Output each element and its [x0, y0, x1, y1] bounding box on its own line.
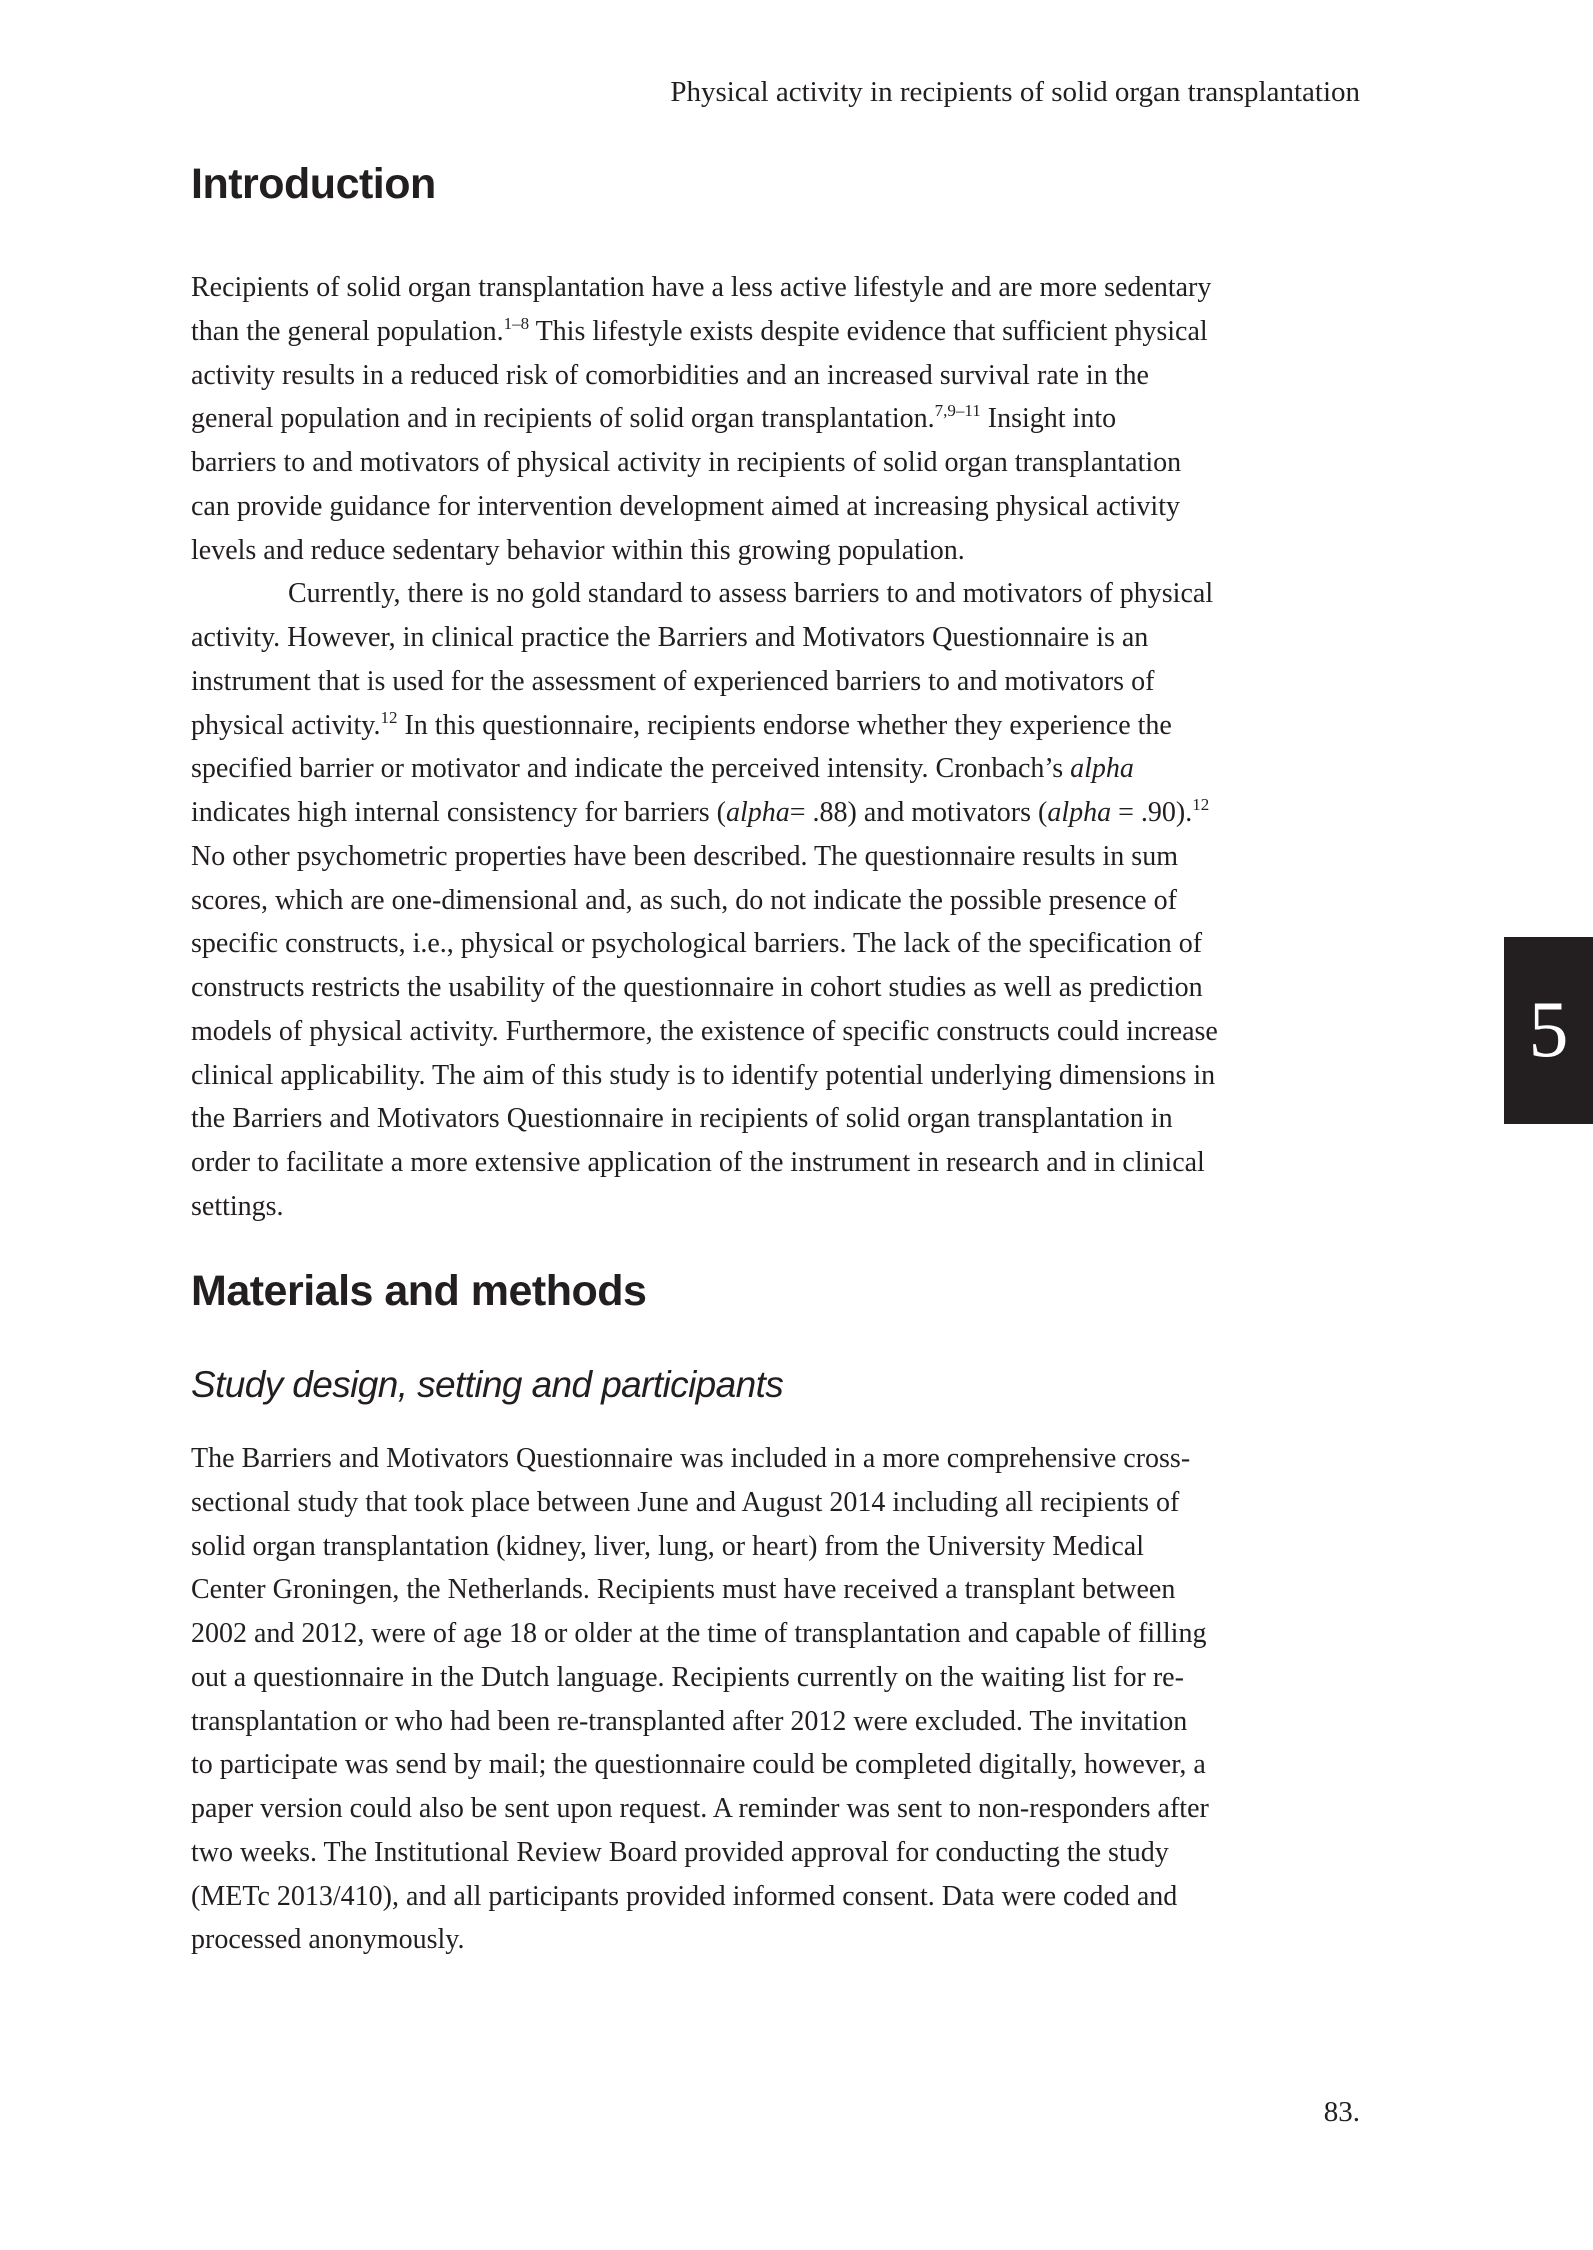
text-line [191, 1141, 1391, 1185]
text-span: specific constructs, i.e., physical or psychological barriers. The lack of the specification of [191, 928, 1203, 960]
text-line [191, 966, 1391, 1010]
text-line [191, 485, 1391, 529]
text-line [191, 1525, 1391, 1569]
text-span: general population and in recipients of solid organ transplantation. [191, 403, 935, 435]
text-line [191, 747, 1391, 791]
materials-methods-heading: Materials and methods [191, 1267, 647, 1315]
text-line [191, 1656, 1391, 1700]
text-span: scores, which are one-dimensional and, as such, do not indicate the possible presence of [191, 884, 1177, 916]
text-span: clinical applicability. The aim of this study is to identify potential underlying dimensions in [191, 1059, 1216, 1091]
text-line [191, 922, 1391, 966]
text-span: In this questionnaire, recipients endorse whether they experience the [397, 709, 1172, 741]
text-span: This lifestyle exists despite evidence that sufficient physical [529, 315, 1208, 347]
text-span: to participate was send by mail; the questionnaire could be completed digitally, however, a [191, 1749, 1206, 1781]
study-design-subheading: Study design, setting and participants [191, 1364, 784, 1405]
text-span: settings. [191, 1190, 284, 1222]
methods-body [191, 1437, 1391, 1962]
italic-term: alpha [725, 797, 790, 828]
text-span: activity. However, in clinical practice the Barriers and Motivators Questionnaire is an [191, 622, 1149, 653]
text-line [191, 1185, 1391, 1229]
text-line [191, 1010, 1391, 1054]
text-line [191, 1568, 1391, 1612]
text-line [191, 616, 1391, 660]
text-line [191, 1097, 1391, 1141]
text-span: = .90). [1111, 797, 1193, 828]
text-line [191, 835, 1391, 879]
text-line [191, 791, 1391, 835]
italic-term: alpha [1047, 797, 1112, 828]
text-span: No other psychometric properties have been described. The questionnaire results in sum [191, 840, 1178, 872]
text-span: transplantation or who had been re-transplanted after 2012 were excluded. The invitation [191, 1705, 1188, 1737]
text-span: specified barrier or motivator and indicate the perceived intensity. Cronbach’s [191, 753, 1071, 785]
chapter-number: 5 [1528, 986, 1569, 1074]
text-line [191, 572, 1391, 616]
text-line [191, 1481, 1391, 1525]
text-line [191, 1612, 1391, 1656]
text-span: solid organ transplantation (kidney, liver, lung, or heart) from the University Medical [191, 1530, 1144, 1562]
text-span: activity results in a reduced risk of comorbidities and an increased survival rate in the [191, 359, 1149, 391]
text-line [191, 441, 1391, 485]
text-span: Recipients of solid organ transplantation have a less active lifestyle and are more sedentary [191, 272, 1212, 303]
text-line [191, 354, 1391, 398]
text-span: The Barriers and Motivators Questionnaire was included in a more comprehensive cross- [191, 1443, 1191, 1474]
text-line [191, 1437, 1391, 1481]
text-line [191, 1054, 1391, 1098]
text-line [191, 310, 1391, 354]
text-span: than the general population. [191, 315, 504, 347]
page-number: 83. [1323, 2096, 1360, 2128]
text-span: Insight into [980, 403, 1117, 435]
text-span: levels and reduce sedentary behavior within this growing population. [191, 534, 965, 566]
introduction-heading: Introduction [191, 160, 436, 208]
italic-term: alpha [1070, 753, 1134, 785]
text-line [191, 397, 1391, 441]
text-span: processed anonymously. [191, 1924, 465, 1956]
text-line [191, 1918, 1391, 1962]
text-span: out a questionnaire in the Dutch language. Recipients currently on the waiting list for re- [191, 1661, 1184, 1693]
text-line [191, 1743, 1391, 1787]
text-span: barriers to and motivators of physical activity in recipients of solid organ transplantation [191, 447, 1182, 478]
text-span: instrument that is used for the assessment of experienced barriers to and motivators of [191, 665, 1155, 697]
text-line [191, 879, 1391, 923]
text-span: models of physical activity. Furthermore, the existence of specific constructs could increase [191, 1015, 1218, 1047]
citation-superscript: 12 [380, 707, 398, 727]
chapter-tab [1504, 937, 1593, 1124]
introduction-body [191, 266, 1391, 1229]
text-span: = .88) and motivators ( [789, 797, 1048, 828]
text-span: physical activity. [191, 709, 381, 741]
citation-superscript: 12 [1192, 795, 1210, 814]
text-line [191, 1875, 1391, 1919]
text-span: paper version could also be sent upon request. A reminder was sent to non-responders after [191, 1793, 1209, 1824]
text-span: order to facilitate a more extensive application of the instrument in research and in clinical [191, 1147, 1205, 1178]
text-span: 2002 and 2012, were of age 18 or older at the time of transplantation and capable of filling [191, 1618, 1207, 1649]
text-span: Currently, there is no gold standard to assess barriers to and motivators of physical [288, 578, 1214, 610]
text-span: two weeks. The Institutional Review Board provided approval for conducting the study [191, 1836, 1169, 1868]
citation-superscript: 7,9–11 [934, 401, 981, 421]
text-span: constructs restricts the usability of the questionnaire in cohort studies as well as prediction [191, 972, 1203, 1003]
running-header: Physical activity in recipients of solid organ transplantation [670, 76, 1360, 108]
text-line [191, 1787, 1391, 1831]
text-line [191, 704, 1391, 748]
text-line [191, 266, 1391, 310]
text-line [191, 1831, 1391, 1875]
text-line [191, 529, 1391, 573]
text-line [191, 660, 1391, 704]
text-span: (METc 2013/410), and all participants provided informed consent. Data were coded and [191, 1880, 1178, 1912]
citation-superscript: 1–8 [503, 313, 530, 333]
text-span: Center Groningen, the Netherlands. Recipients must have received a transplant between [191, 1574, 1176, 1606]
text-line [191, 1700, 1391, 1744]
text-span: can provide guidance for intervention development aimed at increasing physical activity [191, 490, 1180, 522]
text-span: sectional study that took place between June and August 2014 including all recipients of [191, 1486, 1180, 1518]
text-span: indicates high internal consistency for barriers ( [191, 797, 726, 828]
text-span: the Barriers and Motivators Questionnaire in recipients of solid organ transplantation in [191, 1103, 1173, 1135]
